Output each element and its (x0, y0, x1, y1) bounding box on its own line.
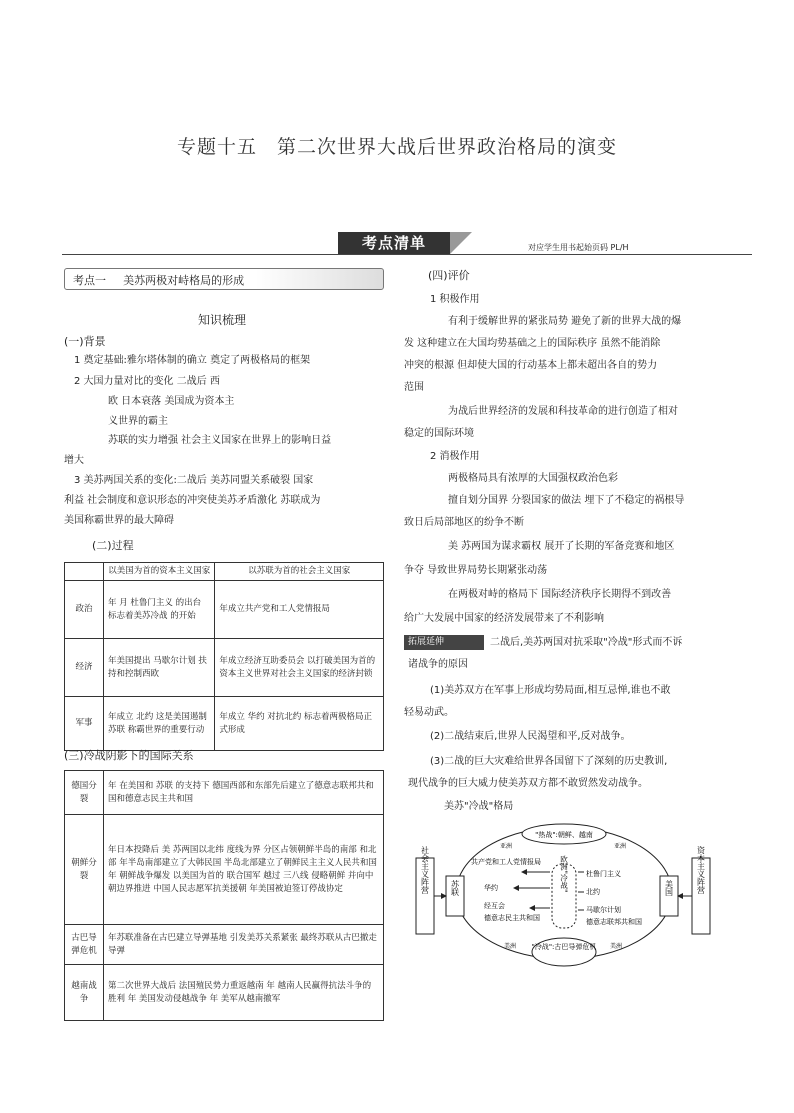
evaluation-title: (四)评价 (428, 269, 470, 282)
section-banner: 考点清单 (338, 232, 450, 254)
negative-line: 争夺 导致世界局势长期紧张动荡 (404, 565, 548, 576)
process-title: (二)过程 (92, 539, 134, 552)
capitalist-camp-label: 资本主义阵营 (696, 846, 706, 894)
page-reference-note: 对应学生用书起始页码 PL/H (528, 243, 629, 252)
positive-line: 冲突的根源 但却使大国的行动基本上都未超出各自的势力 (404, 360, 658, 371)
extension-answer: 轻易动武。 (404, 707, 454, 718)
socialist-camp-label: 社会主义阵营 (420, 846, 430, 894)
table-row (65, 771, 384, 815)
positive-line: 稳定的国际环境 (404, 428, 474, 439)
right-item: 德意志联邦共和国 (586, 918, 642, 926)
row-value: 第二次世界大战后 法国殖民势力重返越南 年 越南人民赢得抗法斗争的胜利 年 美国发动侵越战争 年 美军从越南撤军 (104, 965, 384, 1021)
hot-war-label: "热战":朝鲜、越南 (535, 831, 593, 839)
negative-title: 2 消极作用 (430, 451, 480, 462)
banner-rule (62, 254, 752, 255)
right-item: 北约 (586, 888, 600, 896)
extension-answer: 现代战争的巨大威力使美苏双方都不敢贸然发动战争。 (408, 778, 648, 789)
right-item: 杜鲁门主义 (586, 870, 621, 878)
positive-line: 为战后世界经济的发展和科技革命的进行创造了相对 (448, 406, 678, 417)
positive-line: 有利于缓解世界的紧张局势 避免了新的世界大战的爆 (448, 316, 682, 327)
europe-cold-war-label: 欧洲"冷战" (559, 855, 569, 893)
row-capitalist: 年美国提出 马歇尔计划 扶持和控制西欧 (104, 639, 215, 697)
left-item: 经互会 (484, 902, 505, 910)
row-value: 年日本投降后 美 苏两国以北纬 度线为界 分区占领朝鲜半岛的南部 和北部 年半岛南部建立了大韩民国 半岛北部建立了朝鲜民主主义人民共和国 年 朝鲜战争爆发 以美国为首的 联合国军 越过 三八线 侵略朝鲜 并向中朝边界推进 中国人民志愿军抗美援朝 年美国被迫签订停战协定 (104, 815, 384, 925)
background-line-7: 3 美苏两国关系的变化:二战后 美苏同盟关系破裂 国家 (74, 475, 314, 486)
positive-line: 发 这种建立在大国均势基础之上的国际秩序 虽然不能消除 (404, 338, 661, 349)
negative-line: 在两极对峙的格局下 国际经济秩序长期得不到改善 (448, 589, 672, 600)
positive-line: 范围 (404, 382, 424, 393)
row-socialist: 年成立 华约 对抗北约 标志着两极格局正式形成 (215, 697, 384, 751)
kaodian-title: 美苏两极对峙格局的形成 (123, 274, 245, 287)
table-row (65, 639, 384, 697)
left-item: 德意志民主共和国 (484, 914, 540, 922)
extension-question: 二战后,美苏两国对抗采取"冷战"形式而不诉 (490, 637, 683, 648)
page-title: 专题十五 第二次世界大战后世界政治格局的演变 (176, 136, 617, 158)
background-line-6: 增大 (64, 455, 84, 466)
table-row (65, 697, 384, 751)
row-capitalist: 年 月 杜鲁门主义 的出台 标志着美苏冷战 的开始 (104, 581, 215, 639)
row-socialist: 年成立共产党和工人党情报局 (215, 581, 384, 639)
row-socialist: 年成立经济互助委员会 以打破美国为首的资本主义世界对社会主义国家的经济封锁 (215, 639, 384, 697)
table-corner (65, 563, 104, 581)
table-header-capitalist: 以美国为首的资本主义国家 (104, 563, 215, 581)
relations-table (64, 770, 384, 1021)
kaodian-header (64, 268, 384, 290)
left-item: 共产党和工人党情报局 (471, 858, 541, 866)
banner-decoration (450, 232, 472, 254)
extension-answer: (1)美苏双方在军事上形成均势局面,相互忌惮,谁也不敢 (430, 685, 671, 696)
region-americas-label: 美洲 (610, 943, 623, 950)
negative-line: 擅自划分国界 分裂国家的做法 埋下了不稳定的祸根导 (448, 495, 685, 506)
background-line-4: 义世界的霸主 (108, 416, 168, 427)
table-row (65, 925, 384, 965)
row-value: 年苏联准备在古巴建立导弹基地 引发美苏关系紧张 最终苏联从古巴撤走导弹 (104, 925, 384, 965)
row-key: 古巴导弹危机 (65, 925, 104, 965)
row-capitalist: 年成立 北约 这是美国遏制苏联 称霸世界的重要行动 (104, 697, 215, 751)
extension-badge: 拓展延伸 (404, 635, 484, 650)
table-row (65, 581, 384, 639)
left-item: 华约 (484, 884, 498, 892)
region-asia-label: 亚洲 (500, 843, 513, 850)
negative-line: 致日后局部地区的纷争不断 (404, 517, 524, 528)
background-line-5: 苏联的实力增强 社会主义国家在世界上的影响日益 (108, 435, 332, 446)
region-asia-label: 亚洲 (614, 843, 627, 850)
negative-line: 两极格局具有浓厚的大国强权政治色彩 (448, 473, 618, 484)
ussr-label: 苏联 (450, 880, 460, 896)
background-line-8: 利益 社会制度和意识形态的冲突使美苏矛盾激化 苏联成为 (64, 495, 321, 506)
row-key: 军事 (65, 697, 104, 751)
usa-label: 美国 (664, 880, 674, 896)
row-key: 政治 (65, 581, 104, 639)
background-line-1: 1 奠定基础:雅尔塔体制的确立 奠定了两极格局的框架 (74, 355, 311, 366)
crisis-label: "冷战":古巴导弹危机 (531, 943, 597, 951)
row-key: 德国分裂 (65, 771, 104, 815)
background-line-2: 2 大国力量对比的变化 二战后 西 (74, 376, 220, 387)
process-table (64, 562, 384, 751)
diagram-title: 美苏"冷战"格局 (444, 801, 514, 812)
extension-answer: (2)二战结束后,世界人民渴望和平,反对战争。 (430, 731, 631, 742)
region-americas-label: 美洲 (504, 943, 517, 950)
kaodian-tag: 考点一 (73, 274, 106, 287)
table-header-socialist: 以苏联为首的社会主义国家 (215, 563, 384, 581)
background-line-9: 美国称霸世界的最大障碍 (64, 515, 174, 526)
row-key: 经济 (65, 639, 104, 697)
negative-line: 给广大发展中国家的经济发展带来了不利影响 (404, 613, 604, 624)
background-title: (一)背景 (64, 335, 106, 348)
row-value: 年 在美国和 苏联 的支持下 德国西部和东部先后建立了德意志联邦共和国和德意志民主共和国 (104, 771, 384, 815)
positive-title: 1 积极作用 (430, 294, 480, 305)
row-key: 越南战争 (65, 965, 104, 1021)
extension-answer: (3)二战的巨大灾难给世界各国留下了深刻的历史教训, (430, 756, 668, 767)
cold-war-diagram (414, 818, 714, 978)
background-line-3: 欧 日本衰落 美国成为资本主 (108, 396, 235, 407)
row-key: 朝鲜分裂 (65, 815, 104, 925)
negative-line: 美 苏两国为谋求霸权 展开了长期的军备竞赛和地区 (448, 541, 675, 552)
cold-war-relations-title: (三)冷战阴影下的国际关系 (64, 749, 194, 762)
table-row (65, 965, 384, 1021)
table-row (65, 815, 384, 925)
extension-question-2: 诸战争的原因 (408, 659, 468, 670)
section-heading: 知识梳理 (197, 313, 246, 327)
right-item: 马歇尔计划 (586, 906, 621, 914)
